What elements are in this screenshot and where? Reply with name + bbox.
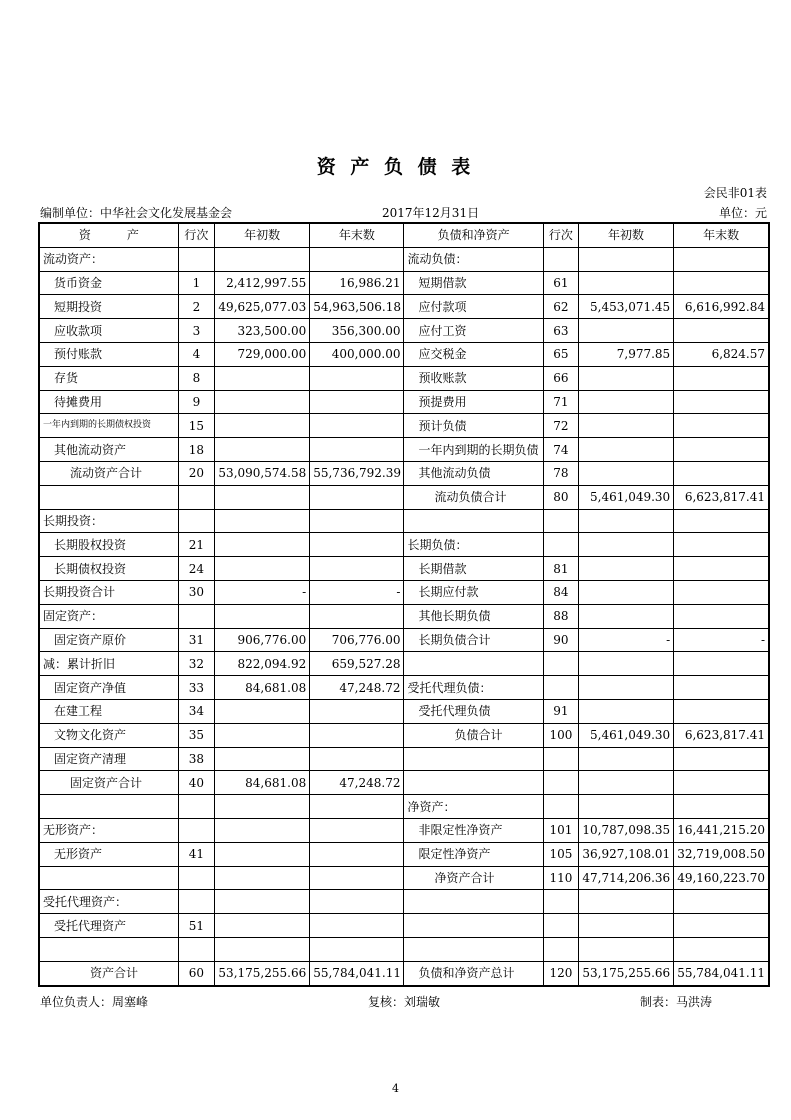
right-begin-value <box>578 604 673 628</box>
right-begin-value <box>578 699 673 723</box>
right-line-no <box>543 247 578 271</box>
right-begin-value: 47,714,206.36 <box>578 866 673 890</box>
left-item-name <box>39 866 178 890</box>
left-item-name <box>39 485 178 509</box>
right-end-value <box>674 795 769 819</box>
right-end-value <box>674 652 769 676</box>
table-header-row <box>39 223 769 247</box>
left-begin-value <box>214 747 309 771</box>
right-begin-value: 36,927,108.01 <box>578 842 673 866</box>
left-item-name: 固定资产： <box>39 604 178 628</box>
left-begin-value <box>214 937 309 961</box>
right-end-value <box>674 914 769 938</box>
left-end-value <box>310 866 404 890</box>
right-end-value <box>674 580 769 604</box>
table-row <box>39 914 769 938</box>
right-line-no: 74 <box>543 438 578 462</box>
left-end-value: - <box>310 580 404 604</box>
right-end-value <box>674 414 769 438</box>
left-end-value: 55,784,041.11 <box>310 961 404 985</box>
left-begin-value <box>214 699 309 723</box>
left-begin-value <box>214 866 309 890</box>
right-end-value: 32,719,008.50 <box>674 842 769 866</box>
right-line-no: 65 <box>543 342 578 366</box>
right-line-no <box>543 747 578 771</box>
table-row <box>39 414 769 438</box>
col-header-end: 年末数 <box>674 223 769 247</box>
right-item-name: 应付工资 <box>404 319 543 343</box>
right-item-name <box>404 937 543 961</box>
right-item-name: 应交税金 <box>404 342 543 366</box>
right-line-no: 81 <box>543 557 578 581</box>
right-item-name: 短期借款 <box>404 271 543 295</box>
left-item-name: 减：累计折旧 <box>39 652 178 676</box>
left-line-no <box>178 890 214 914</box>
right-item-name: 受托代理负债 <box>404 699 543 723</box>
right-item-name: 应付款项 <box>404 295 543 319</box>
right-item-name: 非限定性净资产 <box>404 818 543 842</box>
left-item-name: 一年内到期的长期债权投资 <box>39 414 178 438</box>
right-end-value <box>674 604 769 628</box>
left-begin-value <box>214 533 309 557</box>
left-line-no: 41 <box>178 842 214 866</box>
right-line-no: 120 <box>543 961 578 985</box>
right-end-value <box>674 438 769 462</box>
right-line-no: 78 <box>543 461 578 485</box>
right-item-name <box>404 509 543 533</box>
right-begin-value <box>578 533 673 557</box>
right-end-value <box>674 366 769 390</box>
left-end-value <box>310 366 404 390</box>
col-header-line: 行次 <box>178 223 214 247</box>
right-end-value <box>674 509 769 533</box>
left-begin-value <box>214 366 309 390</box>
left-begin-value: - <box>214 580 309 604</box>
right-item-name: 长期应付款 <box>404 580 543 604</box>
right-line-no: 84 <box>543 580 578 604</box>
right-end-value <box>674 461 769 485</box>
left-begin-value: 729,000.00 <box>214 342 309 366</box>
left-line-no <box>178 937 214 961</box>
right-line-no: 63 <box>543 319 578 343</box>
table-row <box>39 580 769 604</box>
left-end-value <box>310 747 404 771</box>
left-item-name: 无形资产： <box>39 818 178 842</box>
right-end-value <box>674 937 769 961</box>
right-begin-value <box>578 461 673 485</box>
left-begin-value <box>214 485 309 509</box>
left-begin-value <box>214 723 309 747</box>
right-begin-value: 5,461,049.30 <box>578 723 673 747</box>
right-end-value: 55,784,041.11 <box>674 961 769 985</box>
left-line-no: 24 <box>178 557 214 581</box>
right-line-no <box>543 890 578 914</box>
report-title: 资 产 负 债 表 <box>316 156 475 178</box>
left-line-no: 9 <box>178 390 214 414</box>
right-begin-value <box>578 414 673 438</box>
right-begin-value: 53,175,255.66 <box>578 961 673 985</box>
left-end-value <box>310 890 404 914</box>
table-row <box>39 461 769 485</box>
left-line-no: 51 <box>178 914 214 938</box>
left-end-value <box>310 557 404 581</box>
left-line-no: 34 <box>178 699 214 723</box>
right-begin-value <box>578 795 673 819</box>
table-row <box>39 509 769 533</box>
left-line-no: 3 <box>178 319 214 343</box>
table-row <box>39 557 769 581</box>
left-item-name: 固定资产合计 <box>39 771 178 795</box>
left-line-no <box>178 485 214 509</box>
right-line-no <box>543 914 578 938</box>
right-end-value <box>674 699 769 723</box>
page-number: 4 <box>392 1082 399 1095</box>
col-header-begin: 年初数 <box>578 223 673 247</box>
col-header-begin: 年初数 <box>214 223 309 247</box>
left-line-no: 18 <box>178 438 214 462</box>
left-begin-value <box>214 818 309 842</box>
right-end-value: - <box>674 628 769 652</box>
left-end-value <box>310 723 404 747</box>
right-item-name <box>404 652 543 676</box>
right-item-name: 长期负债： <box>404 533 543 557</box>
right-item-name <box>404 890 543 914</box>
left-item-name: 无形资产 <box>39 842 178 866</box>
right-line-no: 61 <box>543 271 578 295</box>
form-code: 会民非01表 <box>703 186 767 200</box>
left-end-value <box>310 914 404 938</box>
right-end-value <box>674 390 769 414</box>
right-end-value <box>674 890 769 914</box>
table-row <box>39 319 769 343</box>
right-begin-value <box>578 271 673 295</box>
right-item-name: 一年内到期的长期负债 <box>404 438 543 462</box>
left-item-name: 存货 <box>39 366 178 390</box>
left-end-value <box>310 795 404 819</box>
left-item-name: 待摊费用 <box>39 390 178 414</box>
table-row <box>39 247 769 271</box>
left-begin-value <box>214 842 309 866</box>
table-row <box>39 652 769 676</box>
right-begin-value <box>578 771 673 795</box>
left-item-name <box>39 937 178 961</box>
table-row <box>39 271 769 295</box>
table-row <box>39 628 769 652</box>
left-begin-value: 84,681.08 <box>214 771 309 795</box>
table-row <box>39 723 769 747</box>
right-item-name: 预收账款 <box>404 366 543 390</box>
left-item-name: 文物文化资产 <box>39 723 178 747</box>
left-begin-value: 822,094.92 <box>214 652 309 676</box>
left-line-no <box>178 795 214 819</box>
left-begin-value <box>214 414 309 438</box>
right-begin-value <box>578 319 673 343</box>
left-line-no: 4 <box>178 342 214 366</box>
right-item-name: 负债合计 <box>404 723 543 747</box>
col-header-line: 行次 <box>543 223 578 247</box>
right-item-name: 流动负债： <box>404 247 543 271</box>
right-begin-value <box>578 509 673 533</box>
right-item-name: 长期借款 <box>404 557 543 581</box>
right-end-value: 6,623,817.41 <box>674 485 769 509</box>
col-header-assets: 资 产 <box>39 223 178 247</box>
right-end-value <box>674 747 769 771</box>
table-row <box>39 533 769 557</box>
left-end-value: 54,963,506.18 <box>310 295 404 319</box>
left-item-name: 流动资产： <box>39 247 178 271</box>
left-begin-value <box>214 438 309 462</box>
table-row <box>39 818 769 842</box>
table-row <box>39 842 769 866</box>
right-end-value: 16,441,215.20 <box>674 818 769 842</box>
left-line-no: 35 <box>178 723 214 747</box>
left-end-value <box>310 414 404 438</box>
table-row <box>39 366 769 390</box>
right-line-no <box>543 676 578 700</box>
right-line-no: 72 <box>543 414 578 438</box>
right-begin-value <box>578 438 673 462</box>
responsible-person: 单位负责人：周塞峰 <box>40 995 149 1009</box>
left-end-value <box>310 247 404 271</box>
left-begin-value <box>214 390 309 414</box>
right-line-no: 66 <box>543 366 578 390</box>
right-item-name: 负债和净资产总计 <box>404 961 543 985</box>
left-line-no: 31 <box>178 628 214 652</box>
right-line-no: 88 <box>543 604 578 628</box>
table-row <box>39 676 769 700</box>
right-end-value <box>674 771 769 795</box>
left-line-no <box>178 818 214 842</box>
left-line-no <box>178 509 214 533</box>
left-line-no <box>178 247 214 271</box>
right-begin-value: 5,461,049.30 <box>578 485 673 509</box>
right-item-name <box>404 914 543 938</box>
left-item-name: 固定资产清理 <box>39 747 178 771</box>
left-line-no: 30 <box>178 580 214 604</box>
left-begin-value <box>214 795 309 819</box>
col-header-liabilities: 负债和净资产 <box>404 223 543 247</box>
right-line-no: 100 <box>543 723 578 747</box>
right-end-value <box>674 247 769 271</box>
left-line-no: 32 <box>178 652 214 676</box>
left-item-name: 预付账款 <box>39 342 178 366</box>
left-line-no: 21 <box>178 533 214 557</box>
right-item-name: 限定性净资产 <box>404 842 543 866</box>
right-begin-value <box>578 652 673 676</box>
right-begin-value: 5,453,071.45 <box>578 295 673 319</box>
right-begin-value <box>578 580 673 604</box>
table-row <box>39 747 769 771</box>
left-end-value <box>310 390 404 414</box>
right-begin-value: - <box>578 628 673 652</box>
right-item-name <box>404 747 543 771</box>
left-line-no: 40 <box>178 771 214 795</box>
table-row <box>39 866 769 890</box>
right-begin-value <box>578 247 673 271</box>
left-begin-value <box>214 890 309 914</box>
right-line-no <box>543 771 578 795</box>
right-item-name: 预计负债 <box>404 414 543 438</box>
col-header-end: 年末数 <box>310 223 404 247</box>
left-end-value <box>310 604 404 628</box>
left-end-value <box>310 533 404 557</box>
left-end-value <box>310 509 404 533</box>
left-line-no <box>178 866 214 890</box>
balance-sheet-table <box>38 222 770 987</box>
right-begin-value <box>578 557 673 581</box>
right-item-name: 净资产合计 <box>404 866 543 890</box>
left-item-name: 短期投资 <box>39 295 178 319</box>
right-begin-value <box>578 890 673 914</box>
left-item-name: 在建工程 <box>39 699 178 723</box>
table-row <box>39 604 769 628</box>
left-end-value <box>310 699 404 723</box>
left-line-no: 38 <box>178 747 214 771</box>
left-begin-value <box>214 557 309 581</box>
table-row <box>39 795 769 819</box>
left-line-no: 15 <box>178 414 214 438</box>
right-end-value <box>674 676 769 700</box>
right-line-no: 90 <box>543 628 578 652</box>
right-line-no: 91 <box>543 699 578 723</box>
left-item-name: 流动资产合计 <box>39 461 178 485</box>
left-line-no: 1 <box>178 271 214 295</box>
right-begin-value <box>578 366 673 390</box>
right-end-value <box>674 319 769 343</box>
preparer: 制表：马洪涛 <box>640 995 713 1009</box>
right-item-name: 预提费用 <box>404 390 543 414</box>
right-end-value <box>674 271 769 295</box>
left-line-no: 8 <box>178 366 214 390</box>
left-end-value <box>310 842 404 866</box>
left-line-no: 33 <box>178 676 214 700</box>
left-end-value <box>310 818 404 842</box>
right-item-name: 长期负债合计 <box>404 628 543 652</box>
right-item-name <box>404 771 543 795</box>
left-begin-value: 84,681.08 <box>214 676 309 700</box>
left-item-name: 受托代理资产 <box>39 914 178 938</box>
left-item-name: 应收款项 <box>39 319 178 343</box>
right-item-name: 受托代理负债： <box>404 676 543 700</box>
left-end-value: 16,986.21 <box>310 271 404 295</box>
left-item-name: 货币资金 <box>39 271 178 295</box>
table-row <box>39 342 769 366</box>
left-end-value <box>310 485 404 509</box>
reporting-entity: 编制单位：中华社会文化发展基金会 <box>40 206 233 220</box>
left-line-no <box>178 604 214 628</box>
report-date: 2017年12月31日 <box>382 206 480 220</box>
right-item-name: 其他长期负债 <box>404 604 543 628</box>
table-row <box>39 890 769 914</box>
left-line-no: 20 <box>178 461 214 485</box>
table-row <box>39 295 769 319</box>
left-item-name: 固定资产原价 <box>39 628 178 652</box>
left-begin-value: 53,090,574.58 <box>214 461 309 485</box>
right-end-value: 6,824.57 <box>674 342 769 366</box>
left-begin-value: 53,175,255.66 <box>214 961 309 985</box>
left-begin-value <box>214 509 309 533</box>
right-line-no: 62 <box>543 295 578 319</box>
right-line-no <box>543 937 578 961</box>
right-begin-value: 7,977.85 <box>578 342 673 366</box>
left-end-value: 47,248.72 <box>310 676 404 700</box>
table-row <box>39 485 769 509</box>
left-begin-value <box>214 914 309 938</box>
left-item-name: 长期投资合计 <box>39 580 178 604</box>
reviewer: 复核：刘瑞敏 <box>368 995 441 1009</box>
right-end-value: 49,160,223.70 <box>674 866 769 890</box>
right-begin-value <box>578 937 673 961</box>
left-item-name <box>39 795 178 819</box>
left-begin-value: 2,412,997.55 <box>214 271 309 295</box>
table-row <box>39 961 769 985</box>
table-row <box>39 699 769 723</box>
left-begin-value: 323,500.00 <box>214 319 309 343</box>
right-item-name: 净资产： <box>404 795 543 819</box>
left-begin-value: 49,625,077.03 <box>214 295 309 319</box>
right-end-value: 6,623,817.41 <box>674 723 769 747</box>
right-end-value <box>674 557 769 581</box>
table-row <box>39 390 769 414</box>
right-line-no <box>543 652 578 676</box>
left-item-name: 其他流动资产 <box>39 438 178 462</box>
right-line-no <box>543 795 578 819</box>
left-end-value <box>310 937 404 961</box>
left-begin-value: 906,776.00 <box>214 628 309 652</box>
table-row <box>39 771 769 795</box>
right-line-no: 101 <box>543 818 578 842</box>
right-line-no: 71 <box>543 390 578 414</box>
right-line-no: 80 <box>543 485 578 509</box>
right-begin-value <box>578 747 673 771</box>
right-item-name: 流动负债合计 <box>404 485 543 509</box>
right-line-no: 110 <box>543 866 578 890</box>
left-begin-value <box>214 247 309 271</box>
left-item-name: 长期股权投资 <box>39 533 178 557</box>
right-line-no <box>543 533 578 557</box>
left-item-name: 受托代理资产： <box>39 890 178 914</box>
right-line-no: 105 <box>543 842 578 866</box>
currency-unit: 单位：元 <box>718 206 767 220</box>
right-end-value <box>674 533 769 557</box>
left-item-name: 长期债权投资 <box>39 557 178 581</box>
left-item-name: 固定资产净值 <box>39 676 178 700</box>
left-end-value: 659,527.28 <box>310 652 404 676</box>
right-begin-value <box>578 914 673 938</box>
table-row <box>39 438 769 462</box>
right-end-value: 6,616,992.84 <box>674 295 769 319</box>
right-line-no <box>543 509 578 533</box>
left-end-value: 706,776.00 <box>310 628 404 652</box>
left-end-value: 356,300.00 <box>310 319 404 343</box>
left-end-value: 400,000.00 <box>310 342 404 366</box>
left-line-no: 60 <box>178 961 214 985</box>
left-end-value: 55,736,792.39 <box>310 461 404 485</box>
left-begin-value <box>214 604 309 628</box>
right-begin-value <box>578 390 673 414</box>
right-begin-value <box>578 676 673 700</box>
right-item-name: 其他流动负债 <box>404 461 543 485</box>
right-begin-value: 10,787,098.35 <box>578 818 673 842</box>
left-item-name: 长期投资： <box>39 509 178 533</box>
table-row <box>39 937 769 961</box>
left-item-name: 资产合计 <box>39 961 178 985</box>
left-end-value <box>310 438 404 462</box>
left-line-no: 2 <box>178 295 214 319</box>
left-end-value: 47,248.72 <box>310 771 404 795</box>
